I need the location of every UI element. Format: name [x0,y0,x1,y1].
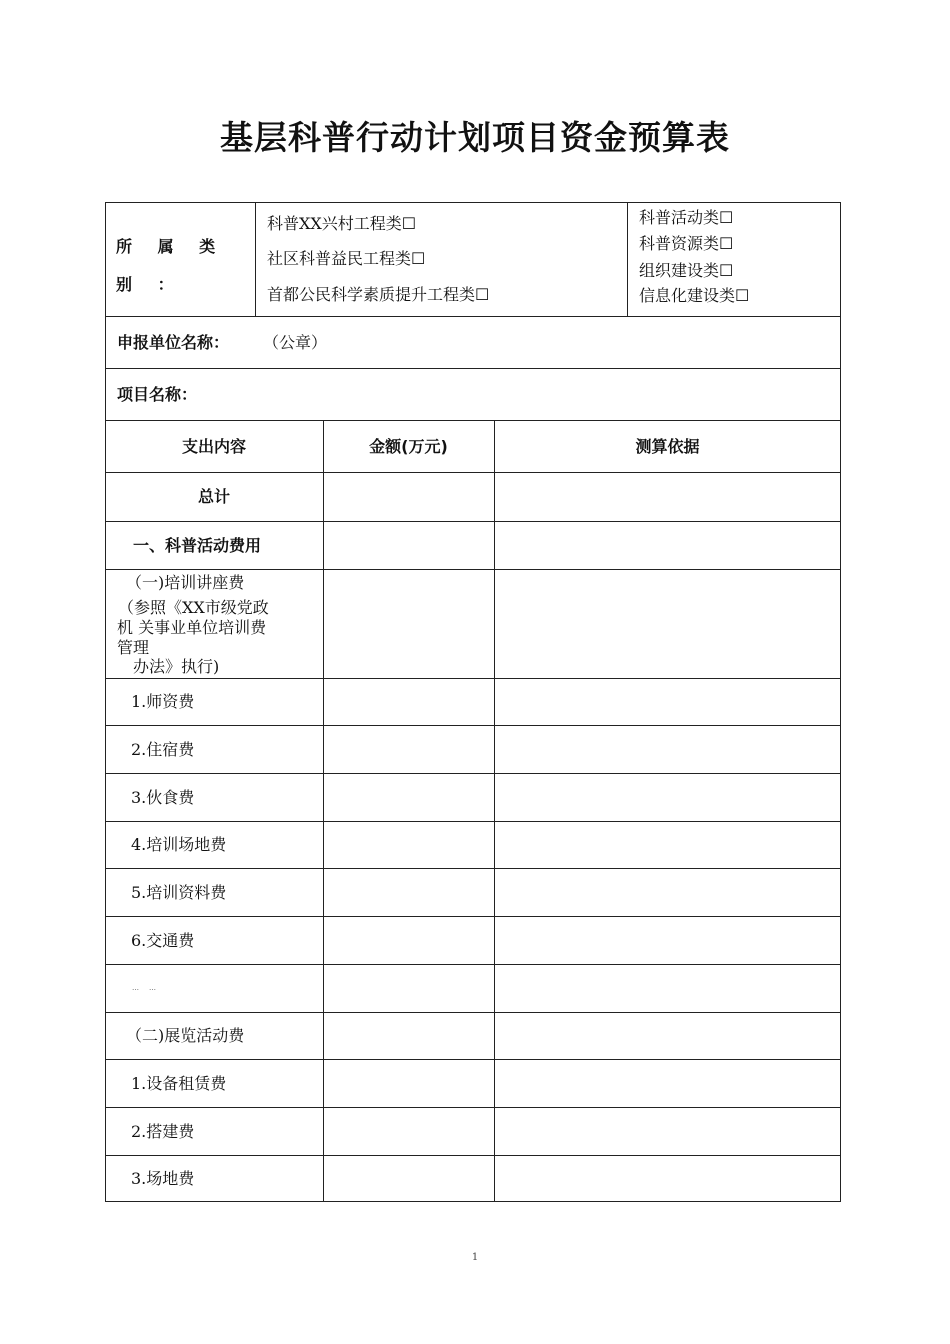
training-fee-note: 机 关事业单位培训费 [117,618,267,637]
line-item-label: 3.场地费 [131,1169,195,1188]
line-item-label: 3.伙食费 [131,788,195,807]
category-label: 所 属 类 别 ： [116,237,216,294]
row-divider [105,678,841,679]
row-divider [105,1012,841,1013]
column-divider [255,202,256,316]
page-number: 1 [471,1252,479,1263]
column-divider [627,202,628,316]
training-fee-note: 管理 [117,638,150,657]
row-divider [105,773,841,774]
section-label: 一、科普活动费用 [133,536,262,555]
column-header: 测算依据 [635,437,700,456]
column-divider [323,420,324,1202]
applicant-label: 申报单位名称： [117,333,230,352]
row-divider [105,368,841,369]
row-divider [105,1155,841,1156]
category-option[interactable]: 科普资源类☐ [639,234,734,253]
category-option[interactable]: 科普活动类☐ [639,208,734,227]
page-title: 基层科普行动计划项目资金预算表 [220,118,730,157]
row-divider [105,316,841,317]
training-fee-note: 办法》执行) [133,657,220,676]
row-divider [105,420,841,421]
row-divider [105,916,841,917]
line-item-label: 2.搭建费 [131,1122,195,1141]
row-divider [105,521,841,522]
column-header: 金额(万元) [369,437,448,456]
line-item-label: 6.交通费 [131,931,195,950]
column-header: 支出内容 [181,437,246,456]
row-divider [105,569,841,570]
line-item-label: 1.设备租赁费 [131,1074,227,1093]
total-label: 总计 [197,487,230,506]
row-divider [105,868,841,869]
category-option[interactable]: 科普XX兴村工程类☐ [267,214,417,233]
category-option[interactable]: 组织建设类☐ [639,261,734,280]
column-divider [494,420,495,1202]
row-divider [105,472,841,473]
row-divider [105,725,841,726]
ellipsis-row: …… [132,984,166,992]
category-option[interactable]: 信息化建设类☐ [639,286,750,305]
training-fee-label: （一)培训讲座费 [126,573,245,592]
applicant-seal: （公章） [263,333,328,352]
line-item-label: 4.培训场地费 [131,835,227,854]
category-option[interactable]: 社区科普益民工程类☐ [267,249,426,268]
training-fee-note: （参照《XX市级党政 [118,598,269,617]
line-item-label: 5.培训资料费 [131,883,227,902]
row-divider [105,821,841,822]
row-divider [105,1107,841,1108]
line-item-label: 2.住宿费 [131,740,195,759]
line-item-label: 1.师资费 [131,692,195,711]
exhibition-fee-label: （二)展览活动费 [126,1026,245,1045]
project-name-label: 项目名称： [117,385,198,404]
row-divider [105,1059,841,1060]
category-option[interactable]: 首都公民科学素质提升工程类☐ [267,285,490,304]
row-divider [105,964,841,965]
